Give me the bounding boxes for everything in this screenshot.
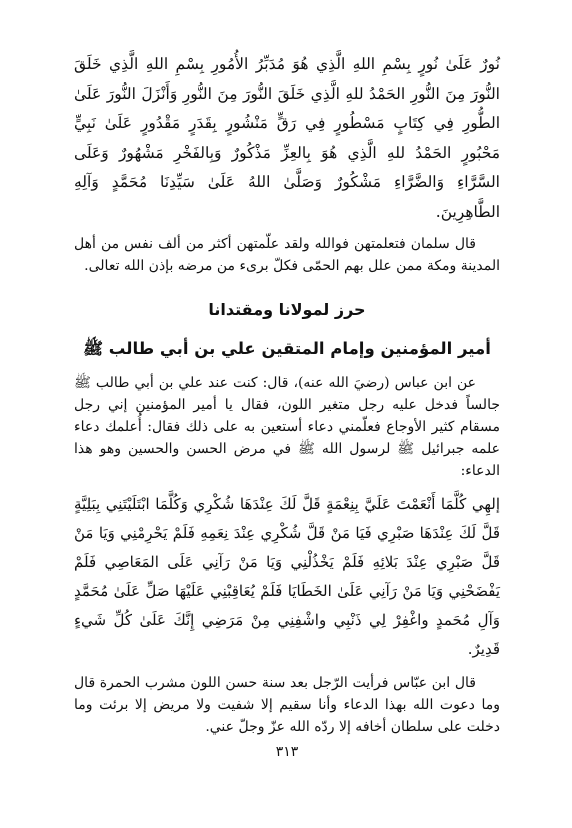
- intro-verse: نُورٌ عَلَىٰ نُورٍ بِسْمِ اللهِ الَّذِي هُوَ مُدَبِّرُ الأُمُورِ بِسْمِ اللهِ الَّذِي خَلَقَ النُّورَ مِنَ النُّورِ الحَمْدُ للهِ الَّذِي خَلَقَ النُّورَ مِنَ النُّورِ وَأَنْزَلَ النُّورَ عَلَىٰ الطُّورِ فِي كِتَابٍ مَسْطُورٍ فِي رَقٍّ مَنْشُورٍ بِقَدَرٍ مَقْدُورٍ عَلَىٰ نَبِيٍّ مَحْبُورٍ الحَمْدُ للهِ الَّذِي هُوَ بِالعِزِّ مَذْكُورٌ وَبِالفَخْرِ مَشْهُورٌ وَعَلَى السَّرَّاءِ وَالضَّرَّاءِ مَشْكُورٌ وَصَلَّىٰ اللهُ عَلَىٰ سَيِّدِنَا مُحَمَّدٍ وَآلِهِ الطَّاهِرِينَ.: [74, 55, 500, 221]
- page-number: ٣١٣: [275, 744, 299, 760]
- paragraph-closing: قال ابن عبّاس فرأيت الرّجل بعد سنة حسن اللون مشرب الحمرة قال وما دعوت الله بهذا الدعاء وأنا سقيم إلا شفيت ولا مريض إلا برئت وما دخلت على سلطان أخافه إلا ردّه الله عزّ وجلّ عني.: [74, 675, 500, 735]
- paragraph-salman: قال سلمان فتعلمتهن فوالله ولقد علّمتهن أكثر من ألف نفس من أهل المدينة ومكة ممن علل بهم الحمّى فكلّ برىء من مرضه بإذن الله تعالى.: [74, 236, 500, 274]
- paragraph-ibn-abbas: عن ابن عباس (رضيَ الله عنه)، قال: كنت عند علي بن أبي طالب ﷺ جالساً فدخل عليه رجل متغير اللون، فقال يا أمير المؤمنين إني رجل مسقام كثير الأوجاع فعلّمني دعاء أستعين به على ذلك فقال: أُعلمك دعاء علمه جبرائيل ﷺ لرسول الله ﷺ في مرض الحسن والحسين وهو هذا الدعاء:: [74, 375, 500, 479]
- dua-verse: إلهِي كُلَّمَا أَنْعَمْتَ عَلَيَّ بِنِعْمَةٍ قَلَّ لَكَ عِنْدَهَا شُكْرِي وَكُلَّمَا ابْتَلَيْتَنِي بِبَلِيَّةٍ قَلَّ لَكَ عِنْدَهَا صَبْرِي فَيَا مَنْ قَلَّ شُكْرِي عِنْدَ نِعَمِهِ فَلَمْ يَحْرِمْنِي وَيَا مَنْ قَلَّ صَبْرِي عِنْدَ بَلائِهِ فَلَمْ يَخْذُلْنِي وَيَا مَنْ رَآنِي عَلَى المَعَاصِي فَلَمْ يَفْضَحْنِي وَيَا مَنْ رَآنِي عَلَىٰ الخَطَايَا فَلَمْ يُعَاقِبْنِي عَلَيْهَا صَلِّ عَلَىٰ مُحَمَّدٍ وَآلِ مُحَمدٍ واغْفِرْ لِي ذَنْبِي واشْفِنِي مِنْ مَرَضِي إِنَّكَ عَلَىٰ كُلِّ شَيءٍ قَدِيرٌ.: [74, 495, 501, 658]
- section-heading: حرز لمولانا ومقتدانا: [208, 300, 366, 319]
- imam-heading: أمير المؤمنين وإمام المتقين علي بن أبي طالب ﷺ: [83, 339, 491, 358]
